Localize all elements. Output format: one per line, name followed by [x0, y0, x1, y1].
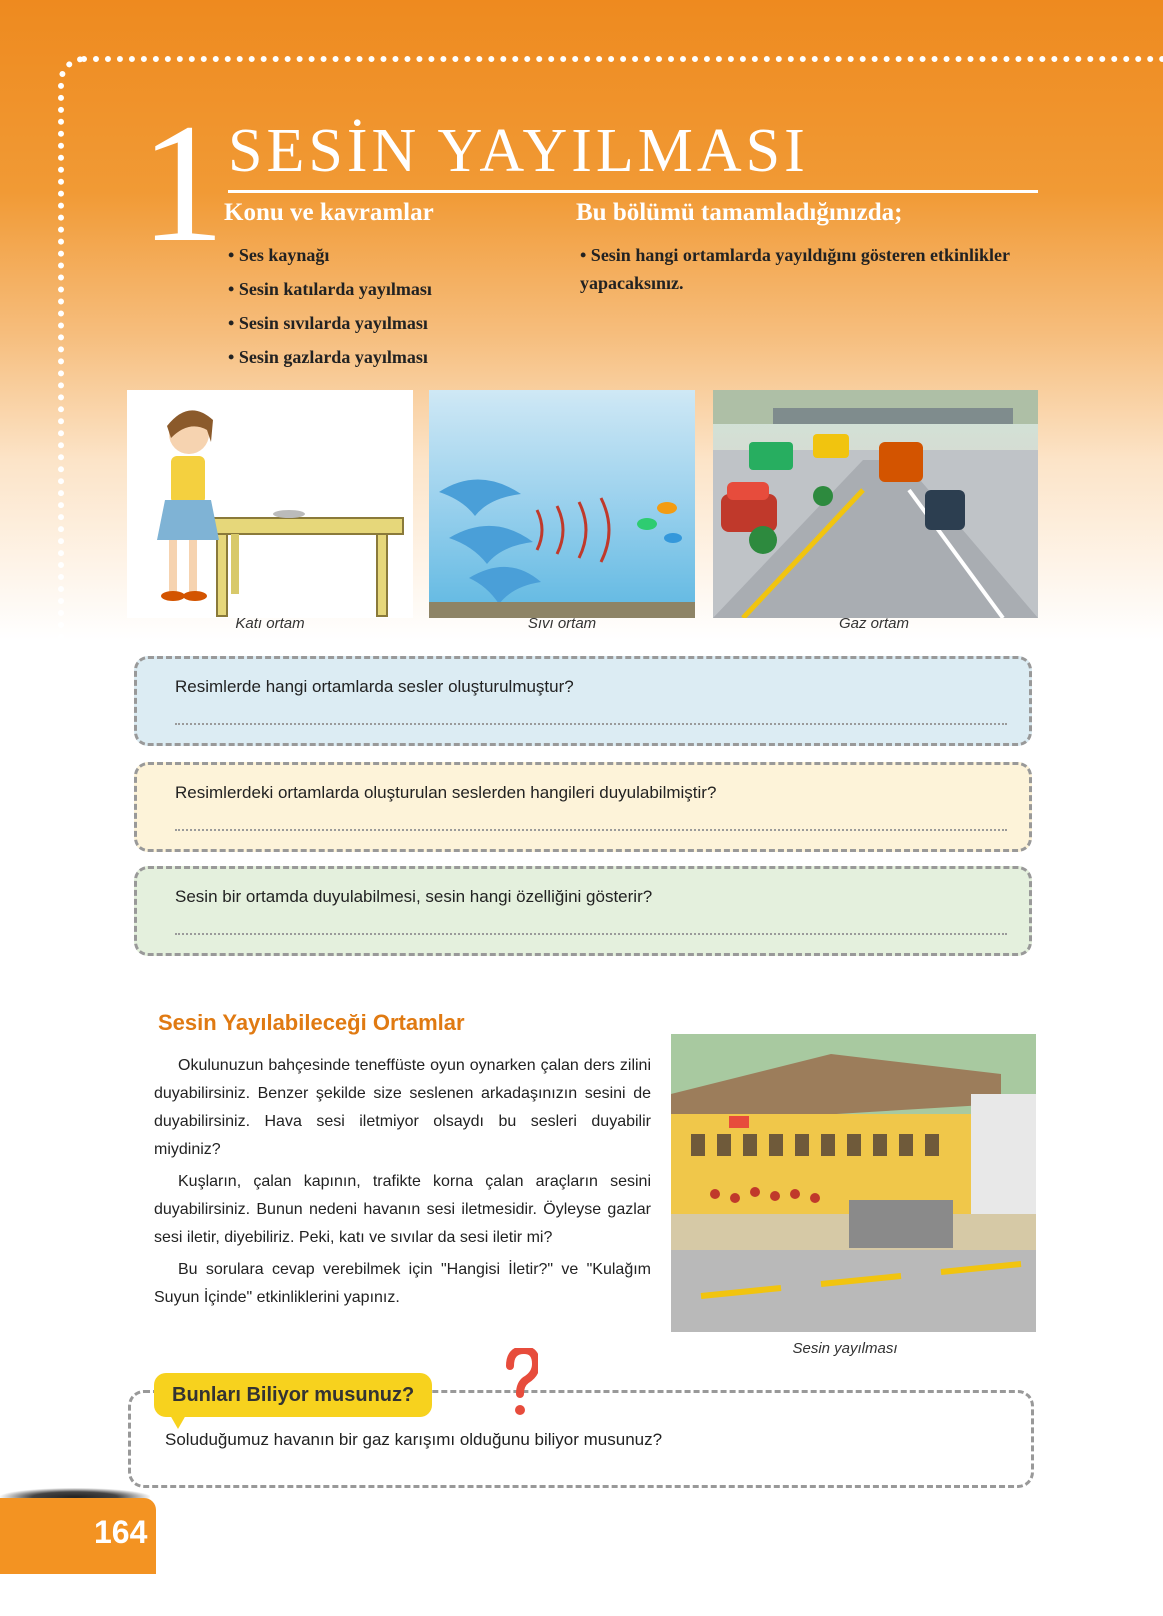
section-paragraph-3: Bu sorulara cevap verebilmek için "Hangisi İletir?" ve "Kulağım Suyun İçinde" etkinliklerini yapınız. — [154, 1261, 651, 1306]
concept-item: • Sesin katılarda yayılması — [228, 272, 432, 306]
school-figure-caption: Sesin yayılması — [792, 1340, 898, 1357]
answer-line-2[interactable] — [175, 829, 1007, 831]
goals-heading: Bu bölümü tamamladığınızda; — [576, 199, 903, 226]
answer-line-3[interactable] — [175, 933, 1007, 935]
section-title: Sesin Yayılabileceği Ortamlar — [158, 1010, 465, 1035]
goal-text: • Sesin hangi ortamlarda yayıldığını gösteren etkinlikler yapacaksınız. — [580, 245, 1010, 293]
question-1: Resimlerde hangi ortamlarda sesler oluşturulmuştur? — [175, 677, 574, 696]
question-box-3 — [134, 866, 1032, 956]
concepts-heading: Konu ve kavramlar — [224, 199, 434, 226]
liquid-medium-illustration — [429, 390, 695, 618]
gas-medium-caption: Gaz ortam — [838, 615, 910, 632]
concept-item: • Sesin sıvılarda yayılması — [228, 306, 432, 340]
question-3: Sesin bir ortamda duyulabilmesi, sesin hangi özelliğini gösterir? — [175, 887, 653, 906]
question-mark-icon — [506, 1348, 538, 1418]
page-number: 164 — [94, 1514, 148, 1550]
school-illustration — [671, 1034, 1036, 1332]
question-box-1 — [134, 656, 1032, 746]
solid-medium-illustration — [127, 390, 413, 618]
concepts-list — [228, 238, 432, 374]
question-2: Resimlerdeki ortamlarda oluşturulan seslerden hangileri duyulabilmiştir? — [175, 783, 717, 802]
section-paragraph-1: Okulunuzun bahçesinde teneffüste oyun oynarken çalan ders zilini duyabilirsiniz. Benzer şekilde size seslenen arkadaşınızın sesini de duyabilirsiniz. Hava sesi iletmiyor olsaydı bu sesleri duyabilir miydiniz? — [154, 1057, 651, 1158]
section-paragraph-2: Kuşların, çalan kapının, trafikte korna çalan araçların sesini duyabilirsiniz. Bunun nedeni havanın sesi iletmesidir. Öyleyse gazlar sesi iletir, diyebiliriz. Peki, katı ve sıvılar da sesi iletir mi? — [154, 1173, 651, 1246]
concept-item: • Sesin gazlarda yayılması — [228, 340, 432, 374]
did-you-know-text: Soluduğumuz havanın bir gaz karışımı olduğunu biliyor musunuz? — [165, 1430, 663, 1449]
title-underline — [228, 190, 1038, 193]
solid-medium-caption: Katı ortam — [235, 615, 305, 632]
question-box-2 — [134, 762, 1032, 852]
page-number-tab — [0, 1498, 156, 1574]
concept-item: • Ses kaynağı — [228, 238, 432, 272]
chapter-title: SESİN YAYILMASI — [228, 117, 809, 185]
liquid-medium-caption: Sıvı ortam — [527, 615, 597, 632]
answer-line-1[interactable] — [175, 723, 1007, 725]
gas-medium-illustration — [713, 390, 1038, 618]
chapter-number: 1 — [140, 89, 225, 277]
did-you-know-label: Bunları Biliyor musunuz? — [154, 1373, 432, 1417]
